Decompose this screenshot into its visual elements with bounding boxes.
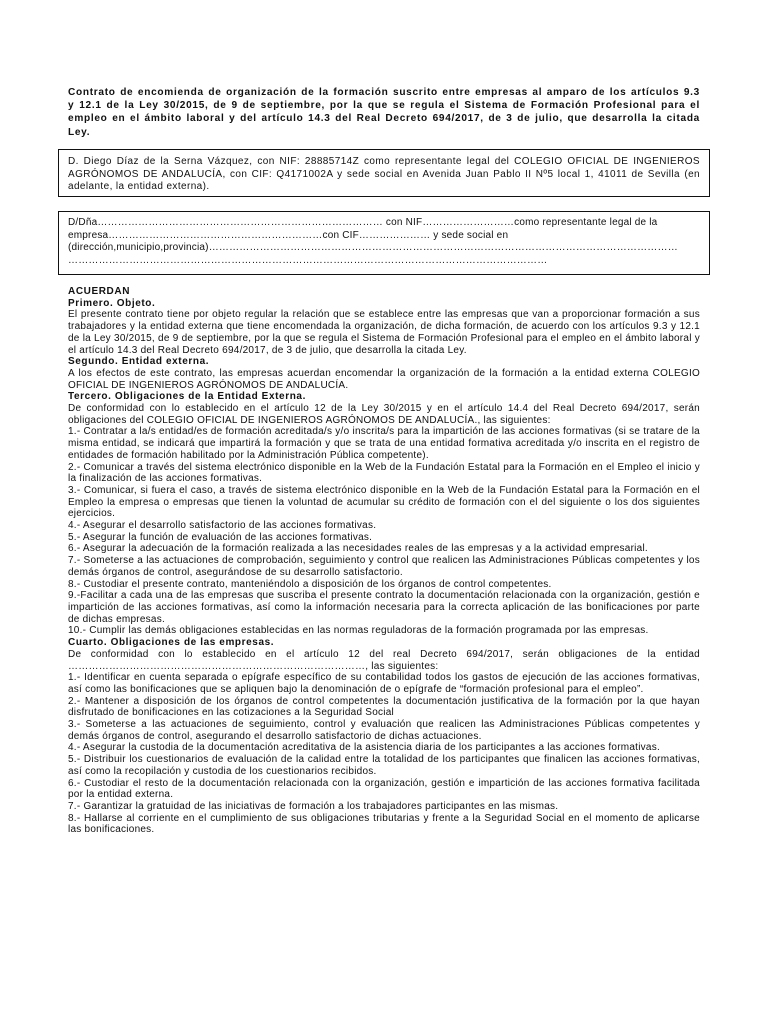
section-4-item: 3.- Someterse a las actuaciones de seguimiento, control y evaluación que realicen las Administraciones Públicas competentes y demás órganos de control, asegurando el desarrollo satisfactorio de dichas actuaciones. [68, 719, 700, 742]
representative-box [58, 149, 710, 197]
contract-title: Contrato de encomienda de organización de la formación suscrito entre empresas al amparo de los artículos 9.3 y 12.1 de la Ley 30/2015, de 9 de septiembre, por la que se regula el Sistema de Formación Profesional para el empleo en el ámbito laboral y del artículo 14.3 del Real Decreto 694/2017, de 3 de julio, que desarrolla la citada Ley. [68, 87, 700, 138]
section-4-item: 7.- Garantizar la gratuidad de las iniciativas de formación a los trabajadores participantes en las mismas. [68, 800, 559, 812]
section-2-heading: Segundo. Entidad externa. [68, 356, 210, 368]
company-form-box [58, 211, 710, 275]
section-3-item: 4.- Asegurar el desarrollo satisfactorio de las acciones formativas. [68, 520, 377, 532]
section-4-item: 6.- Custodiar el resto de la documentación relacionada con la organización, gestión e impartición de las acciones formativa facilitada por la entidad externa. [68, 777, 700, 801]
company-line-4[interactable]: …………………………………………………………………………………………………………………………… [68, 254, 548, 266]
section-4-intro: De conformidad con lo establecido en el artículo 12 del real Decreto 694/2017, serán obligaciones de la entidad ……………………………………………………………………………, las siguientes: [68, 648, 700, 672]
section-2-text: A los efectos de este contrato, las empresas acuerdan encomendar la organización de la formación a la entidad externa COLEGIO OFICIAL DE INGENIEROS AGRÓNOMOS DE ANDALUCÍA. [68, 367, 700, 391]
company-line-1[interactable]: D/Dña………………………………………………………………………… con NIF………………………como representante legal de la [68, 217, 658, 228]
acuerdan-heading: ACUERDAN [68, 286, 131, 297]
representative-text: D. Diego Díaz de la Serna Vázquez, con NIF: 28885714Z como representante legal del COLEGIO OFICIAL DE INGENIEROS AGRÓNOMOS DE ANDALUCÍA, con CIF: Q4171002A y sede social en Avenida Juan Pablo II Nº5 local 1, 41011 de Sevilla (en adelante, la entidad externa). [68, 156, 700, 193]
section-4-item: 5.- Distribuir los cuestionarios de evaluación de la calidad entre la totalidad de los participantes que finalicen las acciones formativas, así como la recopilación y custodia de los cuestionarios recibidos. [68, 754, 700, 777]
section-4-item: 8.- Hallarse al corriente en el cumplimiento de sus obligaciones tributarias y frente a la Seguridad Social en el momento de aplicarse las bonificaciones. [68, 812, 700, 836]
section-4-item: 1.- Identificar en cuenta separada o epígrafe específico de su contabilidad todos los gastos de ejecución de las acciones formativas, así como las bonificaciones que se apliquen bajo la denominación de o epígrafe de “formación profesional para el empleo”. [68, 672, 700, 695]
section-3-item: 3.- Comunicar, si fuera el caso, a través de sistema electrónico disponible en la Web de la Fundación Estatal para la Formación en el Empleo la empresa o empresas que tienen la voluntad de acumular su crédito de formación con el del siguiente o los dos siguientes ejercicios. [68, 484, 700, 520]
section-3-item: 6.- Asegurar la adecuación de la formación realizada a las necesidades reales de las empresas y a la actividad empresarial. [68, 543, 648, 555]
section-4-item: 4.- Asegurar la custodia de la documentación acreditativa de la asistencia diaria de los participantes a las acciones formativas. [68, 742, 661, 754]
section-3-item: 9.-Facilitar a cada una de las empresas que suscriba el presente contrato la documentación relacionada con la organización, gestión e impartición de las acciones formativas, así como la información necesaria para la correcta aplicación de las bonificaciones por parte de dichas empresas. [68, 590, 700, 625]
section-3-item: 5.- Asegurar la función de evaluación de las acciones formativas. [68, 531, 373, 543]
section-3-item: 8.- Custodiar el presente contrato, manteniéndolo a disposición de los órganos de control competentes. [68, 578, 552, 590]
section-3-heading: Tercero. Obligaciones de la Entidad Externa. [68, 391, 306, 403]
section-3-item: 2.- Comunicar a través del sistema electrónico disponible en la Web de la Fundación Estatal para la Formación en el Empleo el inicio y la finalización de las acciones formativas. [68, 461, 700, 485]
section-3-intro: De conformidad con lo establecido en el artículo 12 de la Ley 30/2015 y en el artículo 14.4 del Real Decreto 694/2017, serán obligaciones del COLEGIO OFICIAL DE INGENIEROS AGRÓNOMOS DE ANDALUCÍA., las siguientes: [68, 403, 700, 426]
section-1-text: El presente contrato tiene por objeto regular la relación que se establece entre las empresas que van a proporcionar formación a sus trabajadores y la entidad externa que tiene encomendada la organización, de dicha formación, de acuerdo con los artículos 9.3 y 12.1 de la Ley 30/2015, de 9 de septiembre, por la que se regula el Sistema de Formación Profesional para el empleo en el ámbito laboral y el artículo 14.3 del Real Decreto 694/2017, de 3 de julio, que desarrolla la citada Ley. [68, 309, 700, 356]
section-3-item: 1.- Contratar a la/s entidad/es de formación acreditada/s y/o inscrita/s para la impartición de las acciones formativas (si se tratare de la misma entidad, se indicará que impartirá la formación y que se trata de una entidad formativa acreditada y/o inscrita en el registro de entidades de formación habilitado por la Administración Pública competente). [68, 426, 700, 461]
agreement-body [68, 286, 700, 836]
company-line-3[interactable]: (dirección,municipio,provincia)………………………………………………………………………………………………………………………… [68, 242, 678, 254]
company-line-2[interactable]: empresa………………………………………………………con CIF………………… y sede social en [68, 229, 509, 241]
section-4-heading: Cuarto. Obligaciones de las empresas. [68, 637, 275, 649]
section-4-item: 2.- Mantener a disposición de los órganos de control competentes la documentación justificativa de la formación por la que hayan disfrutado de bonificaciones en las cotizaciones a la Seguridad Social [68, 695, 700, 719]
section-3-item: 7.- Someterse a las actuaciones de comprobación, seguimiento y control que realicen las Administraciones Públicas competentes y los demás órganos de control, asegurándose de su desarrollo satisfactorio. [68, 555, 700, 578]
section-1-heading: Primero. Objeto. [68, 297, 156, 309]
section-3-item: 10.- Cumplir las demás obligaciones establecidas en las normas reguladoras de la formación programada por las empresas. [68, 625, 649, 637]
